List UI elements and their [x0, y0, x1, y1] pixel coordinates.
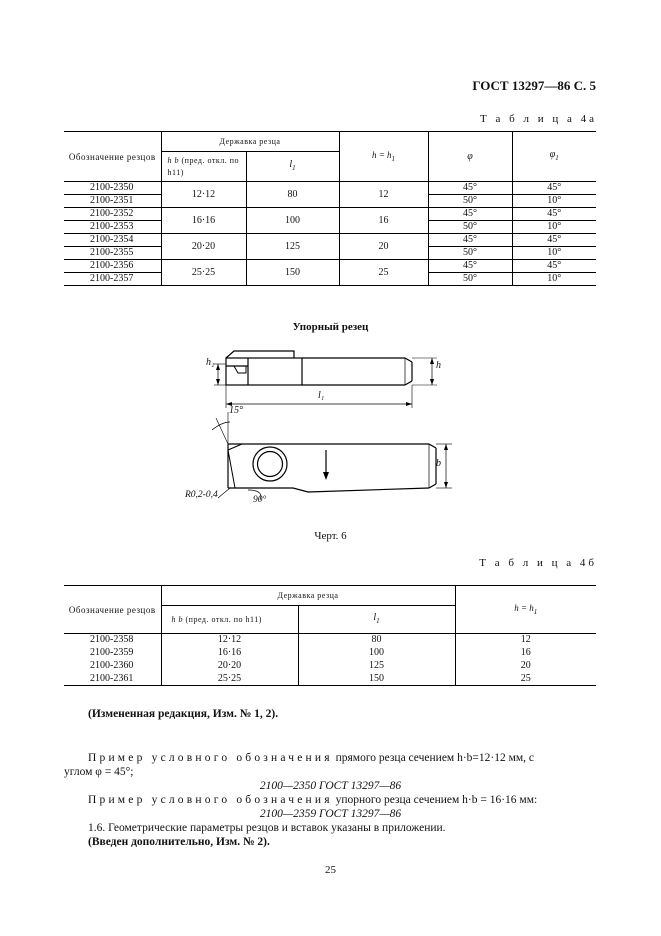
header-l1: $l_1$ — [298, 606, 455, 634]
page-header: ГОСТ 13297—86 С. 5 — [472, 78, 596, 93]
table-cell-phi1: 45° — [512, 182, 596, 195]
cutter-drawing — [190, 340, 460, 520]
table-cell-hb: 25·25 — [161, 260, 246, 286]
table-cell-designation: 2100-2354 — [64, 234, 161, 247]
edit-note: (Измененная редакция, Изм. № 1, 2). — [88, 708, 279, 720]
header-holder: Державка резца — [161, 586, 455, 606]
table-4b-caption: Т а б л и ц а 4б — [479, 557, 597, 569]
table-cell-phi: 45° — [428, 260, 512, 273]
header-phi: φ — [428, 132, 512, 182]
table-cell-hb: 25·25 — [161, 673, 298, 686]
table-cell-phi: 45° — [428, 208, 512, 221]
table-cell-l1: 80 — [246, 182, 339, 208]
dim-h1-label: h₁ — [206, 357, 215, 368]
table-cell-hb: 16·16 — [161, 647, 298, 660]
header-designation: Обозначение резцов — [64, 586, 161, 634]
header-hb: h b (пред. откл. по h11) — [161, 152, 246, 182]
table-cell-phi1: 45° — [512, 208, 596, 221]
table-cell-phi: 50° — [428, 247, 512, 260]
table-row — [64, 660, 596, 673]
angle-15-label: 15° — [229, 405, 243, 416]
table-cell-designation: 2100-2360 — [64, 660, 161, 673]
header-l1: $l_1$ — [246, 152, 339, 182]
dim-h-label: h — [436, 360, 441, 371]
table-cell-l1: 80 — [298, 634, 455, 647]
table-row — [64, 673, 596, 686]
table-cell-phi1: 45° — [512, 260, 596, 273]
table-4b — [64, 585, 596, 686]
example-1-cont: углом φ = 45°; — [64, 766, 134, 778]
table-cell-hb: 12·12 — [161, 634, 298, 647]
table-cell-phi: 50° — [428, 195, 512, 208]
table-4a — [64, 131, 596, 286]
table-cell-phi1: 10° — [512, 273, 596, 286]
table-cell-l1: 100 — [298, 647, 455, 660]
table-cell-h: 25 — [339, 260, 428, 286]
table-cell-phi1: 45° — [512, 234, 596, 247]
drawing-title: Упорный резец — [292, 321, 369, 333]
table-cell-h: 12 — [455, 634, 596, 647]
header-h: $h = h_1$ — [455, 586, 596, 634]
table-cell-hb: 20·20 — [161, 234, 246, 260]
table-cell-hb: 16·16 — [161, 208, 246, 234]
table-row — [64, 634, 596, 647]
table-cell-phi: 45° — [428, 182, 512, 195]
header-phi1: $\varphi_1$ — [512, 132, 596, 182]
table-cell-h: 12 — [339, 182, 428, 208]
table-cell-hb: 12·12 — [161, 182, 246, 208]
table-cell-h: 20 — [339, 234, 428, 260]
table-cell-h: 20 — [455, 660, 596, 673]
table-cell-designation: 2100-2350 — [64, 182, 161, 195]
table-cell-designation: 2100-2358 — [64, 634, 161, 647]
table-cell-l1: 150 — [298, 673, 455, 686]
figure-caption: Черт. 6 — [314, 530, 347, 542]
radius-label: R0,2-0,4 — [185, 490, 218, 500]
paragraph-1-6: 1.6. Геометрические параметры резцов и вставок указаны в приложении. — [88, 822, 446, 834]
table-cell-designation: 2100-2353 — [64, 221, 161, 234]
table-row — [64, 647, 596, 660]
table-cell-phi1: 10° — [512, 195, 596, 208]
dim-b-label: b — [436, 458, 441, 469]
insert-top — [226, 351, 294, 358]
example-2-line: Пример условного обозначения упорного резца сечением h·b = 16·16 мм: — [88, 794, 538, 806]
table-cell-designation: 2100-2351 — [64, 195, 161, 208]
table-cell-designation: 2100-2361 — [64, 673, 161, 686]
table-cell-h: 16 — [455, 647, 596, 660]
added-note: (Введен дополнительно, Изм. № 2). — [88, 836, 270, 848]
table-cell-phi1: 10° — [512, 247, 596, 260]
example-1-formula: 2100—2350 ГОСТ 13297—86 — [259, 780, 402, 792]
table-cell-designation: 2100-2359 — [64, 647, 161, 660]
table-4a-caption: Т а б л и ц а 4а — [480, 113, 597, 125]
table-cell-designation: 2100-2356 — [64, 260, 161, 273]
table-cell-hb: 20·20 — [161, 660, 298, 673]
header-hb: h b (пред. откл. по h11) — [161, 606, 298, 634]
table-cell-h: 25 — [455, 673, 596, 686]
example-1-line: Пример условного обозначения прямого резца сечением h·b=12·12 мм, с — [88, 752, 535, 764]
table-cell-phi1: 10° — [512, 221, 596, 234]
table-cell-l1: 125 — [298, 660, 455, 673]
header-h: $h = h_1$ — [339, 132, 428, 182]
page-number: 25 — [325, 864, 336, 876]
example-2-formula: 2100—2359 ГОСТ 13297—86 — [259, 808, 402, 820]
table-cell-phi: 50° — [428, 221, 512, 234]
table-cell-l1: 125 — [246, 234, 339, 260]
table-cell-phi: 50° — [428, 273, 512, 286]
table-cell-l1: 150 — [246, 260, 339, 286]
table-cell-designation: 2100-2357 — [64, 273, 161, 286]
table-cell-l1: 100 — [246, 208, 339, 234]
angle-90-label: 90° — [253, 495, 267, 505]
header-designation: Обозначение резцов — [64, 132, 161, 182]
table-cell-h: 16 — [339, 208, 428, 234]
dim-l1-label: l₁ — [318, 390, 325, 401]
table-cell-designation: 2100-2352 — [64, 208, 161, 221]
header-holder: Державка резца — [161, 132, 339, 152]
table-cell-designation: 2100-2355 — [64, 247, 161, 260]
table-cell-phi: 45° — [428, 234, 512, 247]
